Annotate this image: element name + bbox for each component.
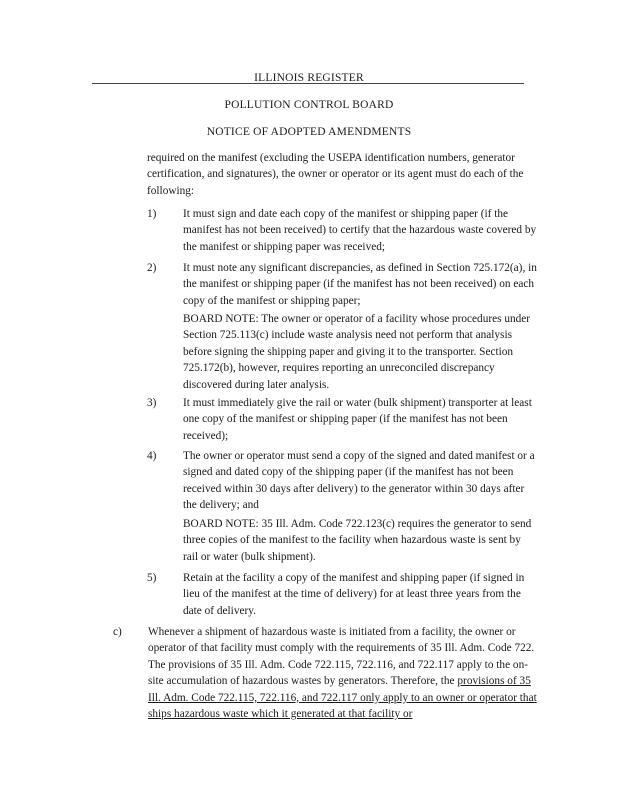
item-3-number: 3): [147, 397, 157, 409]
item-4-text: The owner or operator must send a copy of the signed and dated manifest or a signed and dated copy of the shipping paper (if the manifest has not been received within 30 days after delivery) to the generator within 30 days after the delivery; and: [183, 450, 535, 512]
item-1-number: 1): [147, 208, 157, 220]
header-rule: [92, 83, 524, 84]
section-c-text: Whenever a shipment of hazardous waste is initiated from a facility, the owner or operator of that facility must comply with the requirements of 35 Ill. Adm. Code 722. The provisions of 35 Ill. Adm. Code 722.115, 722.116, and 722.117 apply to the on-site accumulation of hazardous wastes by generators. Therefore, the: [148, 626, 535, 688]
register-title: ILLINOIS REGISTER: [254, 72, 364, 84]
board-note-2: BOARD NOTE: 35 Ill. Adm. Code 722.123(c) requires the generator to send three copies of the manifest to the facility when hazardous waste is sent by rail or water (bulk shipment).: [183, 518, 532, 563]
item-3-text: It must immediately give the rail or water (bulk shipment) transporter at least one copy of the manifest or shipping paper (if the manifest has not been received);: [183, 397, 532, 442]
notice-title: NOTICE OF ADOPTED AMENDMENTS: [206, 126, 412, 138]
item-5-number: 5): [147, 572, 157, 584]
section-c-paragraph: [148, 624, 543, 722]
item-2-text: It must note any significant discrepancies, as defined in Section 725.172(a), in the manifest or shipping paper (if the manifest has not been received) on each copy of the manifest or shipping paper;: [183, 262, 537, 307]
section-c-underlined-text: provisions of 35 Ill. Adm. Code 722.115, 722.116, and 722.117 only apply to an owner or operator that ships hazardous waste which it generated at that facility or: [148, 675, 537, 721]
intro-paragraph: required on the manifest (excluding the USEPA identification numbers, generator certification, and signatures), the owner or operator or its agent must do each of the following:: [147, 152, 524, 197]
item-5-text: Retain at the facility a copy of the manifest and shipping paper (if signed in lieu of the manifest at the time of delivery) for at least three years from the date of delivery.: [183, 572, 525, 617]
item-2-number: 2): [147, 262, 157, 274]
item-4-number: 4): [147, 450, 157, 462]
board-title: POLLUTION CONTROL BOARD: [224, 99, 394, 111]
board-note-1: BOARD NOTE: The owner or operator of a facility whose procedures under Section 725.113(c) include waste analysis need not perform that analysis before signing the shipping paper and giving it to the transporter. Section 725.172(b), however, requires reporting an unreconciled discrepancy discovered during later analysis.: [183, 313, 531, 391]
item-1-text: It must sign and date each copy of the manifest or shipping paper (if the manifest has not been received) to certify that the hazardous waste covered by the manifest or shipping paper was received;: [183, 208, 537, 253]
section-c-number: c): [113, 626, 122, 638]
